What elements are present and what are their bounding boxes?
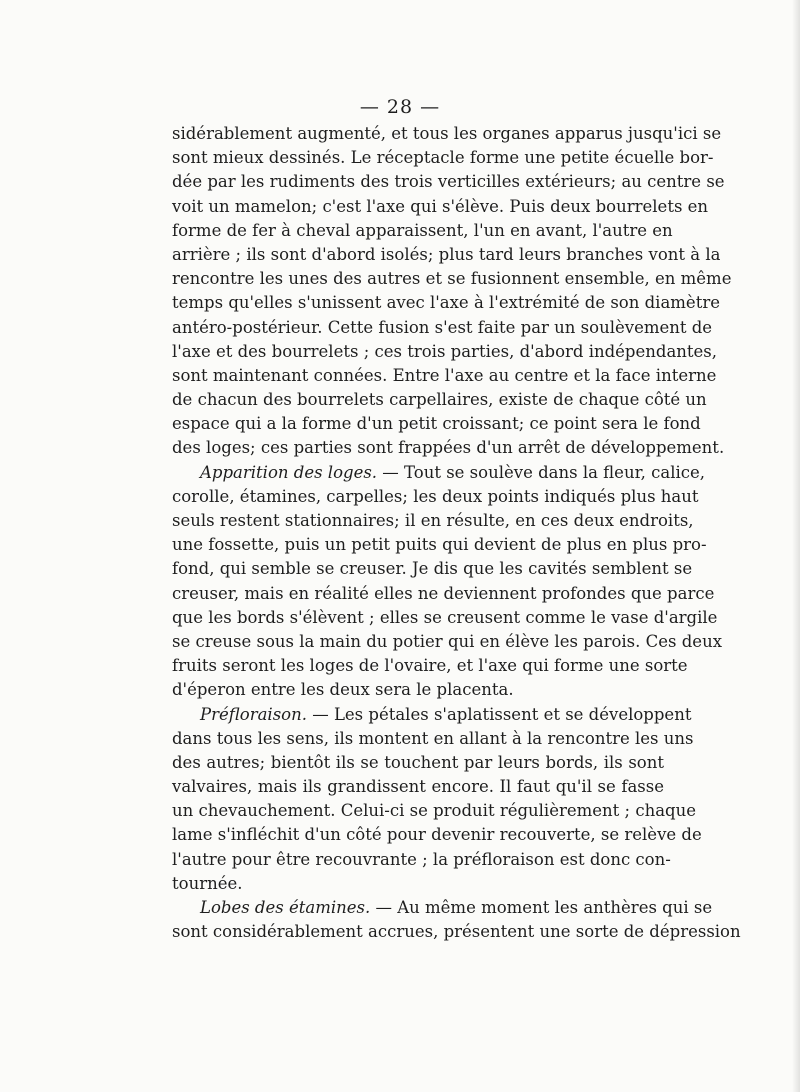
line-text: valvaires, mais ils grandissent encore. Il faut qu'il se fasse (172, 777, 664, 797)
text-line (172, 557, 693, 581)
line-text: une fossette, puis un petit puits qui devient de plus en plus pro- (172, 535, 707, 555)
line-text: un chevauchement. Celui-ci se produit régulièrement ; chaque (172, 801, 697, 821)
line-text: antéro-postérieur. Cette fusion s'est faite par un soulèvement de (172, 317, 713, 337)
line-text: de chacun des bourrelets carpellaires, existe de chaque côté un (172, 390, 707, 410)
line-text: sont considérablement accrues, présentent une sorte de dépression (172, 922, 741, 942)
text-line (172, 340, 718, 364)
text-line (172, 170, 725, 194)
text-line (172, 533, 707, 557)
line-text: — Au même moment les anthères qui se (370, 898, 713, 917)
text-line (172, 606, 718, 630)
section-heading: Apparition des loges. (200, 462, 378, 482)
text-line (172, 267, 732, 291)
section-heading: Préfloraison. (200, 704, 307, 724)
text-line (172, 509, 694, 533)
text-line (172, 485, 699, 509)
text-line (172, 316, 713, 340)
line-text: que les bords s'élèvent ; elles se creusent comme le vase d'argile (172, 607, 718, 627)
page-number: — 28 — (359, 96, 441, 118)
line-text: des autres; bientôt ils se touchent par leurs bords, ils sont (172, 752, 664, 772)
line-text: seuls restent stationnaires; il en résulte, en ces deux endroits, (172, 511, 694, 530)
text-line (172, 412, 701, 436)
line-text: fruits seront les loges de l'ovaire, et l'axe qui forme une sorte (172, 656, 688, 676)
line-text: dée par les rudiments des trois verticilles extérieurs; au centre se (172, 172, 725, 192)
text-line (172, 364, 717, 388)
line-text: forme de fer à cheval apparaissent, l'un en avant, l'autre en (172, 220, 673, 240)
line-text: tournée. (172, 873, 243, 893)
line-text: l'autre pour être recouvrante ; la préfloraison est donc con- (172, 849, 671, 869)
line-text: sont maintenant connées. Entre l'axe au centre et la face interne (172, 365, 717, 385)
line-text: voit un mamelon; c'est l'axe qui s'élève. Puis deux bourrelets en (172, 196, 709, 216)
text-line (172, 727, 694, 751)
text-line (172, 751, 664, 775)
line-text: — Les pétales s'aplatissent et se développent (306, 704, 692, 724)
text-line (172, 388, 707, 412)
text-line (172, 436, 725, 460)
line-text: arrière ; ils sont d'abord isolés; plus tard leurs branches vont à la (172, 244, 721, 264)
text-line (172, 195, 709, 219)
text-line (172, 146, 714, 170)
section-heading: Lobes des étamines. (200, 898, 371, 917)
text-line (172, 291, 720, 315)
text-line (172, 461, 706, 485)
line-text: sont mieux dessinés. Le réceptacle forme une petite écuelle bor- (172, 148, 714, 168)
line-text: rencontre les unes des autres et se fusionnent ensemble, en même (172, 269, 732, 289)
text-line (172, 848, 671, 872)
line-text: lame s'infléchit d'un côté pour devenir recouverte, se relève de (172, 825, 702, 845)
line-text: dans tous les sens, ils montent en allant à la rencontre les uns (172, 728, 694, 748)
line-text: corolle, étamines, carpelles; les deux points indiqués plus haut (172, 486, 699, 506)
text-line (172, 896, 713, 920)
line-text: se creuse sous la main du potier qui en élève les parois. Ces deux (172, 631, 722, 651)
text-line (172, 582, 715, 606)
line-text: sidérablement augmenté, et tous les organes apparus jusqu'ici se (172, 124, 722, 143)
line-text: — Tout se soulève dans la fleur, calice, (377, 462, 706, 482)
line-text: l'axe et des bourrelets ; ces trois parties, d'abord indépendantes, (172, 341, 718, 361)
text-line (172, 122, 722, 146)
text-line (172, 678, 664, 702)
line-text: fond, qui semble se creuser. Je dis que les cavités semblent se (172, 559, 693, 579)
text-line (172, 654, 688, 678)
line-text: des loges; ces parties sont frappées d'un arrêt de développement. (172, 438, 725, 458)
line-text: temps qu'elles s'unissent avec l'axe à l'extrémité de son diamètre (172, 293, 720, 313)
text-line (172, 920, 741, 944)
text-line (172, 823, 702, 847)
body-text (172, 122, 741, 944)
text-line (172, 219, 673, 243)
line-text: d'éperon entre les deux sera le placenta. (172, 680, 514, 700)
text-line (172, 872, 664, 896)
line-text: espace qui a la forme d'un petit croissant; ce point sera le fond (172, 414, 701, 434)
text-line (172, 630, 722, 654)
text-line (172, 243, 721, 267)
text-line (172, 775, 664, 799)
text-line (172, 703, 692, 727)
text-line (172, 799, 697, 823)
page-edge-shadow (792, 0, 800, 1092)
line-text: creuser, mais en réalité elles ne deviennent profondes que parce (172, 583, 715, 603)
